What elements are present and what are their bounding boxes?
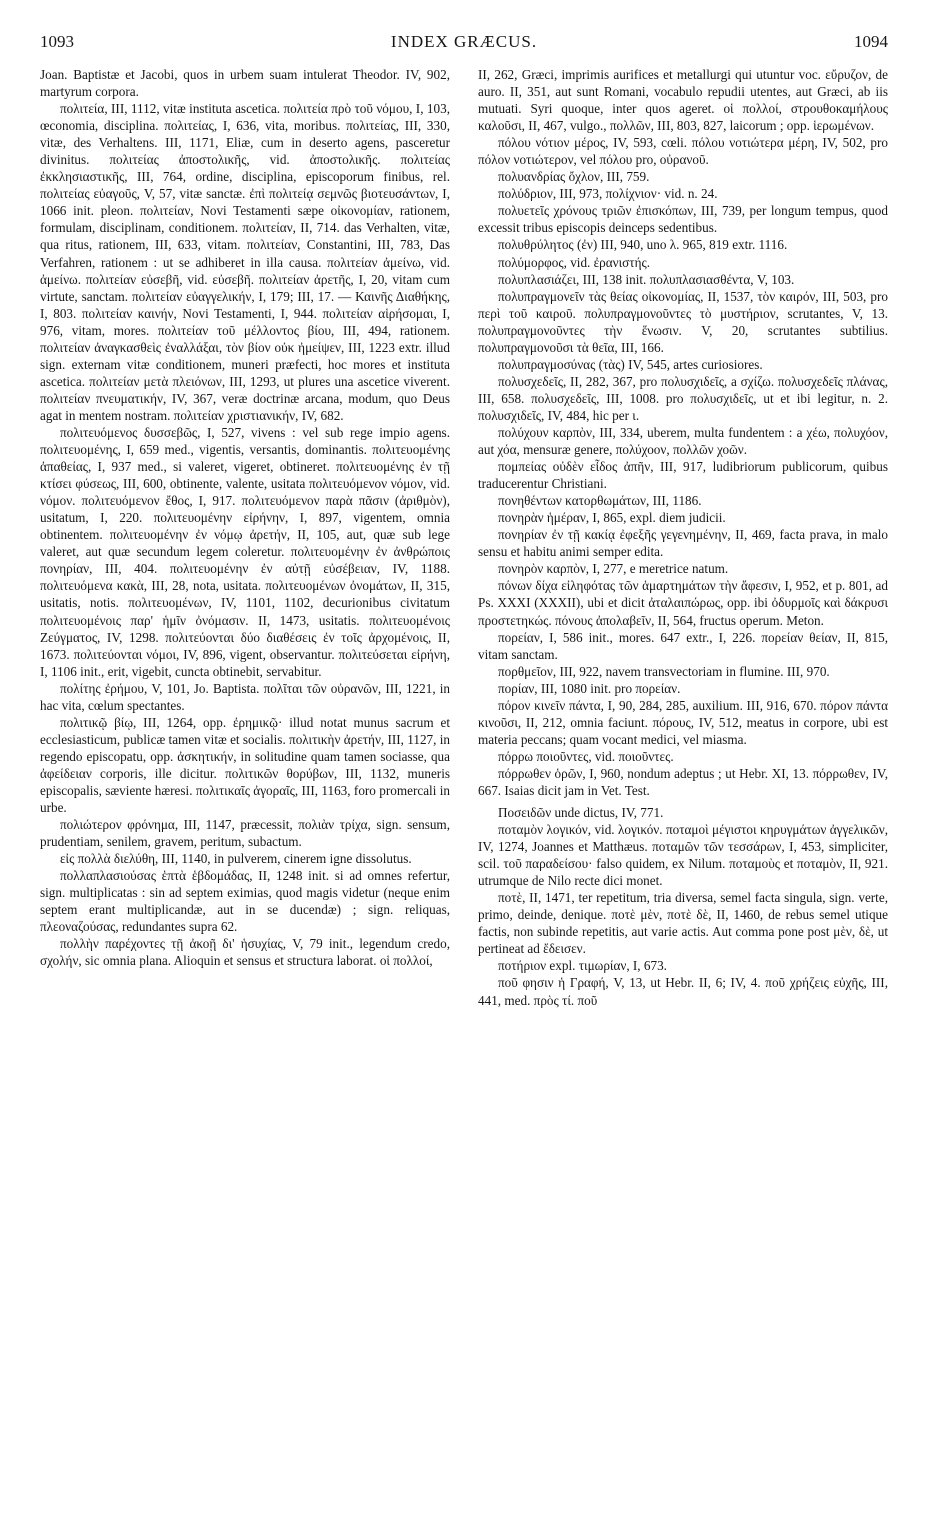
index-entry: πολύμορφος, vid. ἐρανιστής. bbox=[498, 254, 651, 270]
index-entry: πολύδριον, III, 973, πολίχνιον· vid. n. 24. bbox=[498, 186, 718, 202]
index-entry: πολύχουν καρπὸν, III, 334, uberem, multa fundentem : a χέω, πολυχόον, aut χόα, mensuræ genere, πολύχοον, πολλῶν χοῶν. bbox=[478, 424, 888, 458]
index-entry: πορείαν, I, 586 init., mores. 647 extr., I, 226. πορείαν θείαν, II, 815, vitam sanctam. bbox=[478, 629, 888, 662]
index-entry: πόλου νότιον μέρος, IV, 593, cœli. πόλου νοτιώτερα μέρη, IV, 502, pro πόλον νοτιώτερον, vel πόλου pro, οὐρανοῦ. bbox=[478, 135, 888, 168]
index-entry: πόρρω ποιοῦντες, vid. ποιοῦντες. bbox=[498, 748, 674, 764]
index-entry: πολυετεῖς χρόνους τριῶν ἐπισκόπων, III, 739, per longum tempus, quod excessit tribus episcopis deinceps sedentibus. bbox=[478, 203, 888, 236]
index-entry: πολυπλασιάζει, III, 138 init. πολυπλασιασθέντα, V, 103. bbox=[498, 271, 795, 287]
index-entry: πομπείας οὐδὲν εἶδος ἀπῆν, III, 917, ludibriorum publicorum, quibus traducerentur Christiani. bbox=[478, 459, 888, 492]
index-entry: II, 262, Græci, imprimis aurifices et metallurgi qui utuntur voc. εὔρυζον, de auro. II, 351, aut sunt Romani, vocabulo repudii utentes, aut Græci, ab iis mutuati. Syri quoque, inter quos ageret. οἱ πολλοί, στρουθοκαμήλους καλοῦσι, II, 467, vulgo., πολλῶν, III, 803, 827, laicorum ; opp. ἱερωμένων. bbox=[478, 67, 888, 134]
index-entry: ποταμὸν λογικόν, vid. λογικόν. ποταμοὶ μέγιστοι κηρυγμάτων ἀγγελικῶν, IV, 1274, Joannes et Matthæus. ποταμῶν τῶν τεσσάρων, I, 453, simpliciter, scil. τοῦ παραδείσου· falso quidem, ex Nilum. ποταμοὺς et ποταμὸν, II, 921. utrumque de Nilo recte dici monet. bbox=[478, 822, 888, 889]
index-entry: πολυπραγμοσύνας (τὰς) IV, 545, artes curiosiores. bbox=[498, 356, 763, 372]
right-column bbox=[478, 66, 888, 1526]
index-entry: πορίαν, III, 1080 init. pro πορείαν. bbox=[498, 680, 681, 696]
index-entry: πολίτης ἐρήμου, V, 101, Jo. Baptista. πολῖται τῶν οὐρανῶν, III, 1221, in hac vita, cœlum spectantes. bbox=[40, 680, 450, 713]
index-entry: πονηθέντων κατορθωμάτων, III, 1186. bbox=[498, 493, 702, 509]
index-entry: ποτήριον expl. τιμωρίαν, I, 673. bbox=[498, 958, 667, 974]
index-entry: πολιώτερον φρόνημα, III, 1147, præcessit, πολιὰν τρίχα, sign. sensum, prudentiam, senilem, gravem, peritum, subactum. bbox=[40, 817, 450, 850]
index-entry: πολυθρύλητος (ἐν) III, 940, uno λ. 965, 819 extr. 1116. bbox=[498, 237, 788, 253]
page-number-left: 1093 bbox=[40, 32, 74, 51]
index-entry: πόνων δίχα εἰληφότας τῶν ἁμαρτημάτων τὴν ἄφεσιν, I, 952, et p. 801, ad Ps. XXXI (XXXII), ubi et dicit ἀταλαιπώρως, opp. ibi ὀδυρμοῖς καὶ δάκρυσι προστετηκώς. πόνους ἀπολαβεῖν, II, 564, fructus operum. Meton. bbox=[478, 578, 888, 628]
index-entry: πονηρίαν ἐν τῇ κακίᾳ ἐφεξῆς γεγενημένην, II, 469, facta prava, in malo sensu et habitu animi semper edita. bbox=[478, 527, 888, 560]
page-title: INDEX GRÆCUS. bbox=[390, 32, 538, 51]
index-entry: ποτὲ, II, 1471, ter repetitum, tria diversa, semel facta singula, sign. verte, primo, deinde, denique. ποτὲ μὲν, ποτὲ δὲ, II, 1460, de rebus semel utique factis, non subinde repetitis, aut varie actis. Aut comma pone post μὲν, δὲ, ut pertineat ad ἔδεισεν. bbox=[478, 890, 888, 957]
index-entry: πολυσχεδεῖς, II, 282, 367, pro πολυσχιδεῖς, a σχίζω. πολυσχεδεῖς πλάνας, III, 658. πολυσχεδεῖς, III, 1008. pro πολυσχιδεῖς, ut et ibi legitur, n. 2. πολυσχιδεῖς, IV, 484, hic per ι. bbox=[478, 373, 888, 423]
index-entry: πονηρὰν ἡμέραν, I, 865, expl. diem judicii. bbox=[498, 510, 726, 526]
index-entry: πολυπραγμονεῖν τὰς θείας οἰκονομίας, II, 1537, τὸν καιρόν, III, 503, pro περὶ τοῦ καιροῦ. πολυπραγμονοῦντες τὸ μυστήριον, scrutantes, V, 13. πολυπραγμονοῦντες τὴν ἕνωσιν. V, 20, scrutantes subtilius. πολυπραγμονοῦσι τὰ θεῖα, III, 166. bbox=[478, 288, 888, 355]
index-entry: πολιτικῷ βίῳ, III, 1264, opp. ἐρημικῷ· illud notat munus sacrum et ecclesiasticum, publicæ tamen vitæ et socialis. πολιτικὴν ἀρετήν, III, 1127, in regendo episcopatu, opp. ἀσκητικήν, in solitudine quam tamen sociasse, qua ἀφείδειαν corporis, ille dicitur. πολιτικῶν θορύβων, III, 1132, muneris episcopalis, sæviente hæresi. πολιτικαῖς ἀγοραῖς, III, 1163, foro promercali in urbe. bbox=[40, 714, 450, 816]
index-entry: Joan. Baptistæ et Jacobi, quos in urbem suam intulerat Theodor. IV, 902, martyrum corpora. bbox=[40, 67, 450, 100]
index-entry: πορθμεῖον, III, 922, navem transvectoriam in flumine. III, 970. bbox=[498, 663, 830, 679]
index-entry: ποῦ φησιν ἡ Γραφή, V, 13, ut Hebr. II, 6; IV, 4. ποῦ χρήζεις εὐχῆς, III, 441, med. πρὸς τί. ποῦ bbox=[478, 975, 888, 1008]
index-entry: πολιτεία, III, 1112, vitæ instituta ascetica. πολιτεία πρὸ τοῦ νόμου, I, 103, œconomia, disciplina. πολιτείας, I, 636, vita, moribus. πολιτείας, III, 330, vitæ, des Verhaltens. III, 1171, Eliæ, cum in deserto agens, pasceretur divinitus. πολιτείας ἀποστολικῆς, vid. ἀποστολικῆς. πολιτείας ἐκκλησιαστικῆς, III, 764, ordine, disciplina, episcoporum finibus, rel. πολιτείας εὐαγοῦς, V, 57, vitæ sanctæ. ἐπὶ πολιτείᾳ σεμνῶς βιοτευσάντων, I, 1066 init. pleon. πολιτείαν, Novi Testamenti sæpe οἰκονομίαν, rationem, formulam, disciplinam, conditionem. πολιτείαν, II, 714. das Verhalten, vitæ, qua ritus, rationem, III, 633, vitam. πολιτείαν, Constantini, III, 783, Das Verfahren, rationem : ut se adhiberet in illa causa. πολιτείαν ἀμείνω, vid. ἀμείνω. πολιτείαν εὐσεβῆ, vid. εὐσεβῆ. πολιτείαν ἀρετῆς, I, 20, vitam cum virtute, sanctam. πολιτείαν εὐαγγελικήν, I, 179; III, 17. — Καινῆς Διαθήκης, I, 803. πολιτείαν καινήν, Novi Testamenti, I, 944. πολιτείαν αἱρήσομαι, I, 976, vitam, mores. πολιτείαν τοῦ μέλλοντος βίου, III, 494, rationem. πολιτείαν ἀναγκασθεὶς ἐναλλάξαι, τὸν βίον οὐκ ἠμείψεν, III, 1223 extr. illud sign. externam vitæ conditionem, muneri præfecti, hoc mores et instituta ascetica. πολιτείαν μετὰ πλειόνων, III, 1293, ut plures una ascetice viverent. πολιτείαν πνευματικήν, IV, 367, veræ doctrinæ arcana, modum, quo Deus agat in mentem nostram. πολιτείαν χριστιανικήν, IV, 682. bbox=[40, 101, 450, 423]
index-entry: πονηρὸν καρπὸν, I, 277, e meretrice natum. bbox=[498, 561, 729, 577]
running-header bbox=[40, 32, 888, 56]
index-entry: πολυανδρίας ὄχλον, III, 759. bbox=[498, 169, 650, 185]
index-entry: πολιτευόμενος δυσσεβῶς, I, 527, vivens : vel sub rege impio agens. πολιτευομένης, I, 659 med., vigentis, versantis, dominantis. πολιτευομένης ἀπαθείας, I, 937 med., si valeret, vigeret, obtineret. πολιτευομένης ἐν τῇ κτίσει φύσεως, III, 600, obtinente, valente, usitata πολιτευόμενον νόμον, vid. νόμον. πολιτευόμενον ἔθος, I, 917. πολιτευόμενον παρὰ πᾶσιν (ἀριθμὸν), usitatum, I, 220. πολιτευομένην εἰρήνην, I, 897, vigentem, omnia obtinentem. πολιτευομένην ἐν νόμῳ ἀρετήν, II, 105, aut, quæ sub lege valeret, aut quæ secundum legem coleretur. πολιτευομένην ἐν ἀνθρώποις πονηρίαν, III, 404. πολιτευομένην ἐν αὐτῇ εὐσέβειαν, IV, 1188. πολιτευόμενα κακὰ, III, 28, nota, usitata. πολιτευομένων ὀνομάτων, II, 315, usitatis, notis. πολιτευομένων, IV, 1101, 1102, decurionibus civitatum πολιτευομένοις παρ' ἡμῖν ὀνόμασιν. II, 1473, usitatis. πολιτευομένοις Ζεύγματος, IV, 1298. πολιτεύονται δύο διαθέσεις ἐν τοῖς ἀρχομένοις, II, 1673. πολιτεύονται νόμοι, IV, 896, vigent, observantur. πολιτεύσεται εἰρήνη, I, 1106 init., erit, vigebit, cuncta obtinebit, servabitur. bbox=[40, 424, 450, 679]
index-entry: πόρρωθεν ὁρῶν, I, 960, nondum adeptus ; ut Hebr. XI, 13. πόρρωθεν, IV, 667. Isaias dicit jam in Vet. Test. bbox=[478, 765, 888, 798]
index-entry: πολλαπλασιούσας ἑπτὰ ἑβδομάδας, II, 1248 init. si ad omnes refertur, sign. multiplicatas : sin ad septem eximias, quod magis videtur (neque enim septem erant multiplicandæ, aut in se ducendæ) ; sign. reliquas, πλεοναζούσας, redundantes supra 62. bbox=[40, 868, 450, 935]
page-number-right: 1094 bbox=[854, 32, 888, 51]
index-entry: πόρον κινεῖν πάντα, I, 90, 284, 285, auxilium. III, 916, 670. πόρον πάντα κινοῦσι, II, 212, omnia faciunt. πόρους, IV, 512, meatus in corpore, ubi est materia peccans; quam vocant medici, vel miasma. bbox=[478, 697, 888, 747]
left-column bbox=[40, 66, 450, 1526]
index-entry: Ποσειδῶν unde dictus, IV, 771. bbox=[498, 805, 664, 821]
index-entry: εἰς πολλὰ διελύθη, III, 1140, in pulverem, cinerem igne dissolutus. bbox=[60, 851, 412, 867]
index-entry: πολλὴν παρέχοντες τῇ ἀκοῇ δι' ἡσυχίας, V, 79 init., legendum credo, σχολήν, sic omnia plana. Alioquin et sensus et structura laborat. οἱ πολλοί, bbox=[40, 936, 450, 969]
